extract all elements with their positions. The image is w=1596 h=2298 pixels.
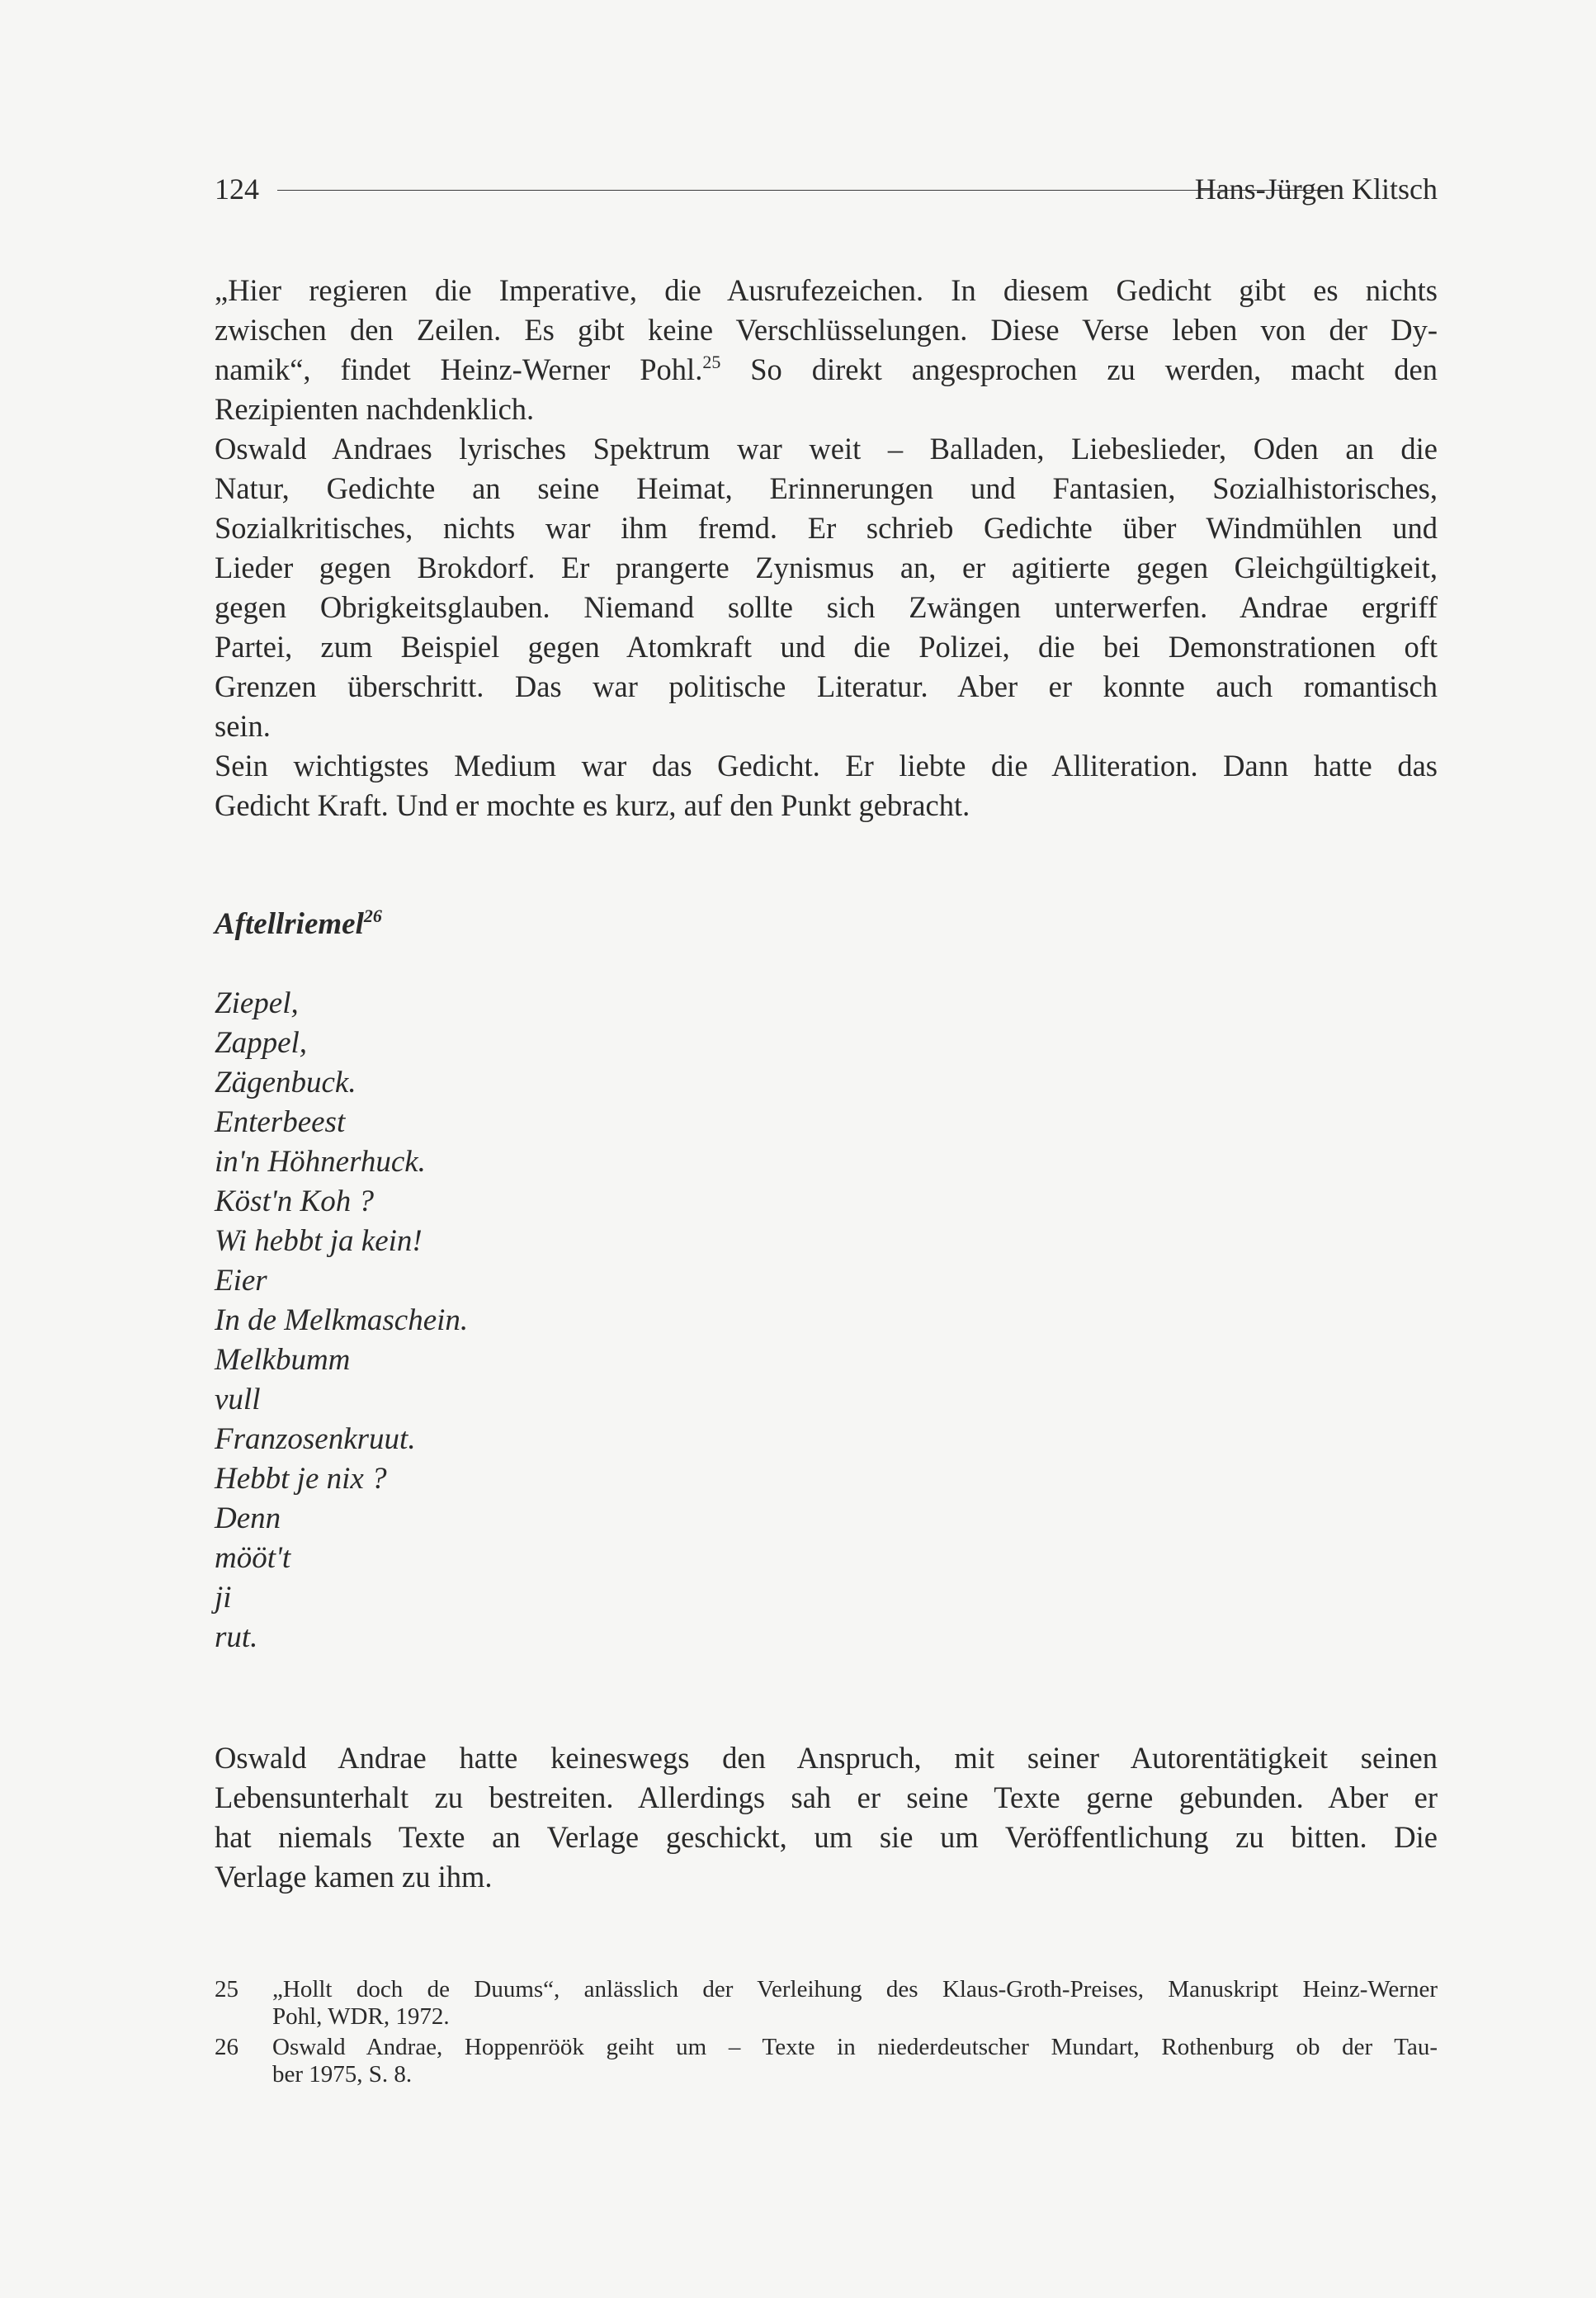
poem-line: Zappel, <box>215 1026 308 1060</box>
poem-line: in'n Höhnerhuck. <box>215 1145 426 1179</box>
text-line: zwischen den Zeilen. Es gibt keine Verschlüsselungen. Diese Verse leben von der Dy- <box>215 313 1438 347</box>
text-line: Partei, zum Beispiel gegen Atomkraft und die Polizei, die bei Demonstrationen oft <box>215 630 1438 664</box>
footnote-ref-26: 26 <box>363 905 382 926</box>
poem-body <box>215 984 468 1657</box>
footnote-line: ber 1975, S. 8. <box>272 2061 413 2088</box>
footnote-number: 26 <box>215 2034 238 2060</box>
text-line: Lieder gegen Brokdorf. Er prangerte Zynismus an, er agitierte gegen Gleichgültigkeit, <box>215 551 1438 584</box>
poem-line: In de Melkmaschein. <box>215 1303 469 1337</box>
text-line: „Hier regieren die Imperative, die Ausrufezeichen. In diesem Gedicht gibt es nichts <box>215 273 1438 307</box>
text-line: hat niemals Texte an Verlage geschickt, um sie um Veröffentlichung zu bitten. Die <box>215 1820 1438 1854</box>
paragraph-medium <box>215 746 1438 825</box>
text-line: Oswald Andrae hatte keineswegs den Anspruch, mit seiner Autorentätigkeit seinen <box>215 1741 1438 1775</box>
footnote-line: Oswald Andrae, Hoppenröök geiht um – Texte in niederdeutscher Mundart, Rothenburg ob der Tau- <box>272 2034 1438 2060</box>
text-line: Rezipienten nachdenklich. <box>215 392 535 426</box>
poem-line: Hebbt je nix ? <box>215 1462 387 1496</box>
text-line: Grenzen überschritt. Das war politische Literatur. Aber er konnte auch romantisch <box>215 669 1438 703</box>
header-rule <box>277 190 1334 191</box>
poem-line: Ziepel, <box>215 986 299 1020</box>
poem-line: Denn <box>215 1501 281 1535</box>
running-head: Hans-Jürgen Klitsch <box>1194 173 1438 206</box>
text-line: sein. <box>215 709 271 743</box>
poem-title-text: Aftellriemel <box>215 907 364 941</box>
text-line: Sein wichtigstes Medium war das Gedicht. Er liebte die Alliteration. Dann hatte das <box>215 749 1438 783</box>
poem-title <box>215 905 382 944</box>
text-line: Verlage kamen zu ihm. <box>215 1860 493 1894</box>
poem-line: Zägenbuck. <box>215 1066 357 1099</box>
footnote-line: „Hollt doch de Duums“, anlässlich der Verleihung des Klaus-Groth-Preises, Manuskript Heinz-Werner <box>272 1976 1438 2002</box>
footnote-text <box>272 2034 1438 2088</box>
poem-line: vull <box>215 1383 261 1416</box>
footnote-line: Pohl, WDR, 1972. <box>272 2003 450 2030</box>
poem-line: mööt't <box>215 1541 291 1575</box>
body-text-bottom <box>215 1738 1438 1897</box>
text-line: Natur, Gedichte an seine Heimat, Erinnerungen und Fantasien, Sozialhistorisches, <box>215 471 1438 505</box>
text-line <box>215 350 1438 390</box>
footnote-25 <box>215 1976 1438 2031</box>
poem-line: Köst'n Koh ? <box>215 1184 374 1218</box>
poem-line: rut. <box>215 1620 258 1654</box>
text-segment: namik“, findet Heinz-Werner Pohl. <box>215 352 703 386</box>
footnote-text <box>272 1976 1438 2031</box>
footnote-26 <box>215 2034 1438 2088</box>
poem-line: Wi hebbt ja kein! <box>215 1224 423 1258</box>
poem-line: Enterbeest <box>215 1105 346 1139</box>
poem-line: ji <box>215 1581 232 1615</box>
footnote-ref-25: 25 <box>702 352 721 372</box>
paragraph-quote <box>215 271 1438 429</box>
page-number: 124 <box>215 173 259 206</box>
paragraph-publishing <box>215 1738 1438 1897</box>
text-line: Oswald Andraes lyrisches Spektrum war weit – Balladen, Liebeslieder, Oden an die <box>215 432 1438 466</box>
poem-line: Franzosenkruut. <box>215 1422 416 1456</box>
text-line: Sozialkritisches, nichts war ihm fremd. Er schrieb Gedichte über Windmühlen und <box>215 511 1438 545</box>
poem-line: Eier <box>215 1264 267 1298</box>
poem-line: Melkbumm <box>215 1343 351 1377</box>
text-line: Lebensunterhalt zu bestreiten. Allerdings sah er seine Texte gerne gebunden. Aber er <box>215 1780 1438 1814</box>
footnotes <box>215 1976 1438 2092</box>
text-line: gegen Obrigkeitsglauben. Niemand sollte sich Zwängen unterwerfen. Andrae ergriff <box>215 590 1438 624</box>
text-segment: So direkt angesprochen zu werden, macht den <box>720 352 1438 386</box>
footnote-number: 25 <box>215 1976 238 2002</box>
page-header <box>215 168 1438 210</box>
body-text-top <box>215 271 1438 825</box>
paragraph-spectrum <box>215 429 1438 746</box>
text-line: Gedicht Kraft. Und er mochte es kurz, auf den Punkt gebracht. <box>215 788 970 822</box>
